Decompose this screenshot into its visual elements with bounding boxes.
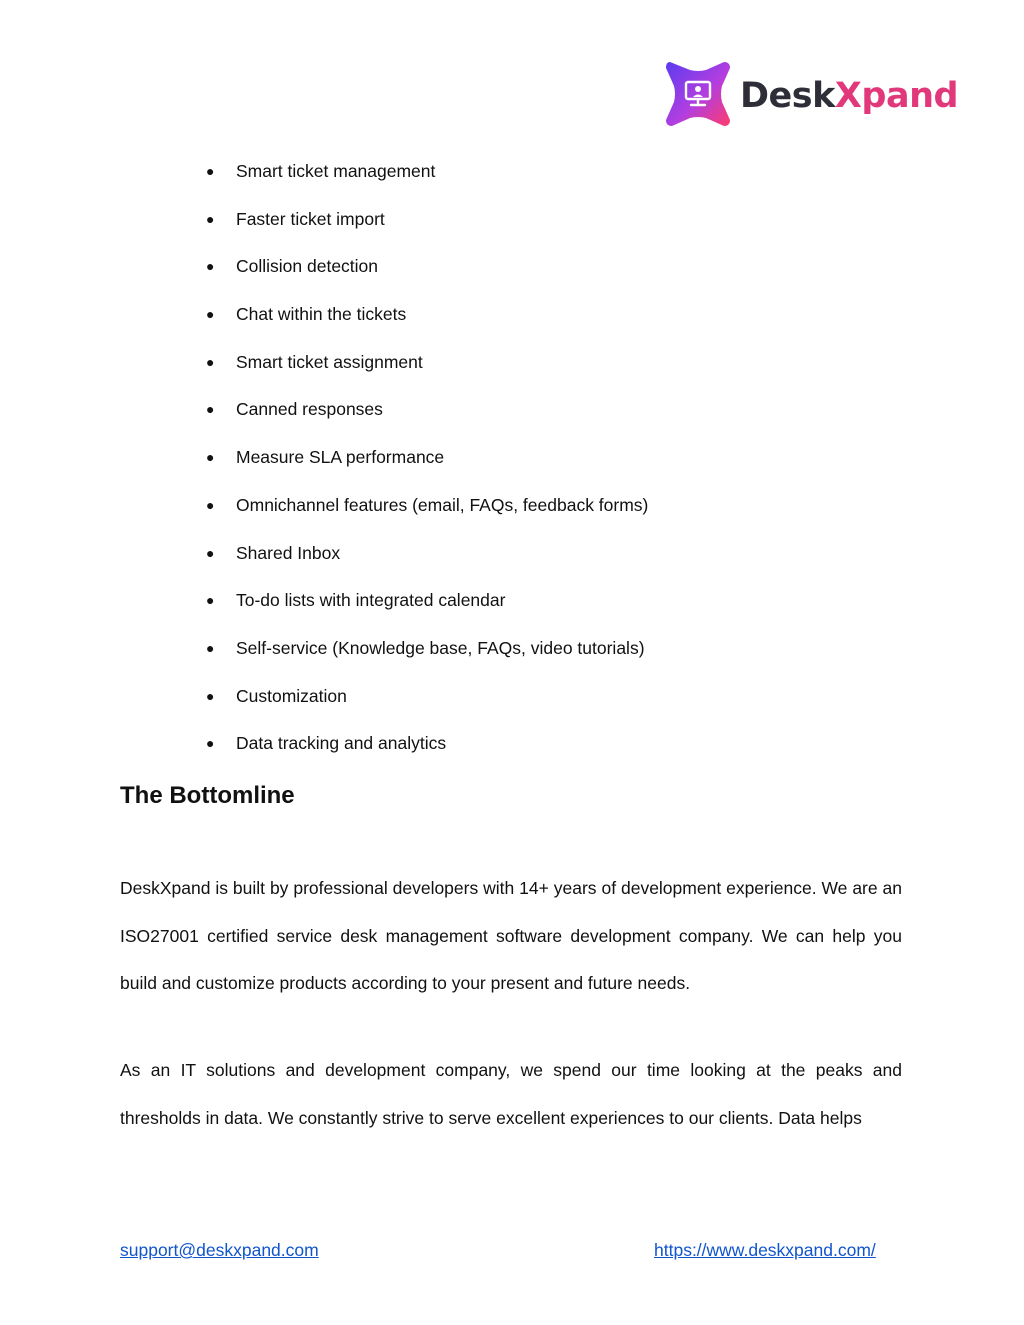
bullet-icon: ●: [206, 687, 215, 704]
list-item: [206, 680, 648, 728]
list-item-text: Chat within the tickets: [236, 304, 407, 325]
body-paragraph: DeskXpand is built by professional developers with 14+ years of development experience. We are an ISO27001 certified service desk management software development company. We can help you build and customize products according to your present and future needs.: [120, 878, 902, 994]
bullet-icon: ●: [206, 210, 215, 227]
list-item: [206, 298, 648, 346]
bullet-icon: ●: [206, 544, 215, 561]
bullet-icon: ●: [206, 449, 215, 466]
body-paragraph: As an IT solutions and development company, we spend our time looking at the peaks and thresholds in data. We constantly strive to serve excellent experiences to our clients. Data helps: [120, 1060, 902, 1128]
list-item-text: Smart ticket management: [236, 161, 436, 181]
list-item-text: Self-service (Knowledge base, FAQs, video tutorials): [236, 637, 645, 658]
list-item: [206, 727, 648, 775]
list-item-text: Canned responses: [236, 399, 383, 420]
list-item: [206, 155, 648, 203]
deskxpand-logo: [664, 60, 959, 128]
list-item: [206, 632, 648, 680]
logo-wordmark: [740, 66, 958, 126]
list-item-text: Omnichannel features (email, FAQs, feedback forms): [236, 494, 649, 515]
bullet-icon: ●: [206, 306, 215, 323]
list-item-text: Shared Inbox: [236, 542, 341, 563]
list-item-text: Smart ticket assignment: [236, 351, 423, 372]
list-item: [206, 489, 648, 537]
list-item-text: To-do lists with integrated calendar: [236, 590, 506, 611]
list-item: [206, 250, 648, 298]
bullet-icon: ●: [206, 258, 215, 275]
list-item: [206, 584, 648, 632]
list-item-text: Collision detection: [236, 256, 379, 277]
section-heading: The Bottomline: [120, 782, 295, 809]
support-email-link[interactable]: support@deskxpand.com: [120, 1240, 319, 1260]
feature-list: [206, 155, 648, 775]
logo-text-xpand: Xpand: [834, 76, 959, 116]
monitor-user-icon: [664, 60, 732, 128]
list-item-text: Measure SLA performance: [236, 447, 445, 468]
list-item-text: Customization: [236, 685, 347, 706]
list-item: [206, 537, 648, 585]
bullet-icon: ●: [206, 353, 215, 370]
list-item: [206, 346, 648, 394]
list-item-text: Faster ticket import: [236, 208, 385, 229]
website-link[interactable]: https://www.deskxpand.com/: [654, 1240, 876, 1260]
bullet-icon: ●: [206, 639, 215, 656]
bullet-icon: ●: [206, 592, 215, 609]
bullet-icon: ●: [206, 735, 215, 752]
list-item: [206, 441, 648, 489]
logo-text-desk: Desk: [740, 76, 835, 116]
bullet-icon: ●: [206, 163, 215, 179]
list-item-text: Data tracking and analytics: [236, 733, 447, 754]
bullet-icon: ●: [206, 401, 215, 418]
list-item: [206, 203, 648, 251]
list-item: [206, 393, 648, 441]
bullet-icon: ●: [206, 496, 215, 513]
